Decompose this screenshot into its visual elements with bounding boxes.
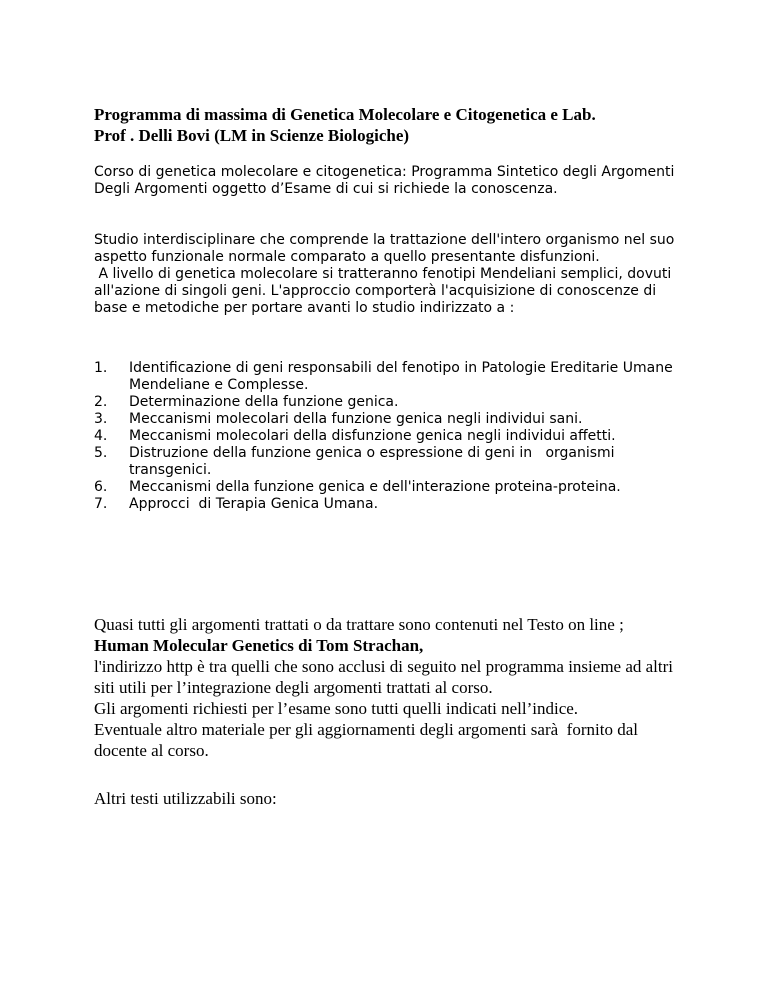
- list-item-number: 7.: [94, 496, 108, 512]
- reference-texts-section: [94, 614, 694, 761]
- list-item-number: 6.: [94, 479, 108, 495]
- texts-line-3: l'indirizzo http è tra quelli che sono acclusi di seguito nel programma insieme ad altri siti utili per l’integrazione degli argomenti trattati al corso.: [94, 657, 674, 697]
- textbook-title: Human Molecular Genetics di Tom Strachan,: [94, 636, 424, 655]
- list-item: [94, 411, 694, 428]
- title-line-2: Prof . Delli Bovi (LM in Scienze Biologiche): [94, 126, 410, 145]
- list-item-text: Determinazione della funzione genica.: [129, 394, 399, 410]
- list-item: [94, 445, 694, 479]
- list-item: [94, 428, 694, 445]
- list-item: [94, 394, 694, 411]
- topics-list: [94, 360, 694, 513]
- description-section: [94, 232, 684, 317]
- list-item-number: 4.: [94, 428, 108, 444]
- texts-line-5: Eventuale altro materiale per gli aggiornamenti degli argomenti sarà fornito dal docente al corso.: [94, 720, 643, 760]
- description-paragraph-2: A livello di genetica molecolare si tratteranno fenotipi Mendeliani semplici, dovuti all'azione di singoli geni. L'approccio comporterà l'acquisizione di conoscenze di base e metodiche per portare avanti lo studio indirizzato a :: [94, 266, 676, 316]
- intro-paragraph: Corso di genetica molecolare e citogenetica: Programma Sintetico degli Argomenti Degli Argomenti oggetto d’Esame di cui si richiede la conoscenza.: [94, 164, 675, 197]
- title-line-1: Programma di massima di Genetica Molecolare e Citogenetica e Lab.: [94, 105, 596, 124]
- list-item: [94, 360, 694, 394]
- list-item-text: Meccanismi della funzione genica e dell'interazione proteina-proteina.: [129, 479, 621, 495]
- list-item: [94, 479, 694, 496]
- document-title: [94, 104, 714, 146]
- description-paragraph-1: Studio interdisciplinare che comprende la trattazione dell'intero organismo nel suo aspetto funzionale normale comparato a quello presentante disfunzioni.: [94, 232, 675, 265]
- list-item-text: Distruzione della funzione genica o espressione di geni in organismi transgenici.: [129, 445, 620, 478]
- list-item-number: 5.: [94, 445, 108, 461]
- texts-line-1: Quasi tutti gli argomenti trattati o da trattare sono contenuti nel Testo on line ;: [94, 615, 624, 634]
- other-texts-heading: Altri testi utilizzabili sono:: [94, 789, 277, 808]
- list-item-text: Approcci di Terapia Genica Umana.: [129, 496, 379, 512]
- list-item-number: 2.: [94, 394, 108, 410]
- list-item-text: Identificazione di geni responsabili del fenotipo in Patologie Ereditarie Umane Mendeliane e Complesse.: [129, 360, 673, 393]
- list-item: [94, 496, 694, 513]
- list-item-number: 1.: [94, 360, 108, 376]
- list-item-text: Meccanismi molecolari della disfunzione genica negli individui affetti.: [129, 428, 616, 444]
- list-item-text: Meccanismi molecolari della funzione genica negli individui sani.: [129, 411, 583, 427]
- list-item-number: 3.: [94, 411, 108, 427]
- texts-line-4: Gli argomenti richiesti per l’esame sono tutti quelli indicati nell’indice.: [94, 699, 579, 718]
